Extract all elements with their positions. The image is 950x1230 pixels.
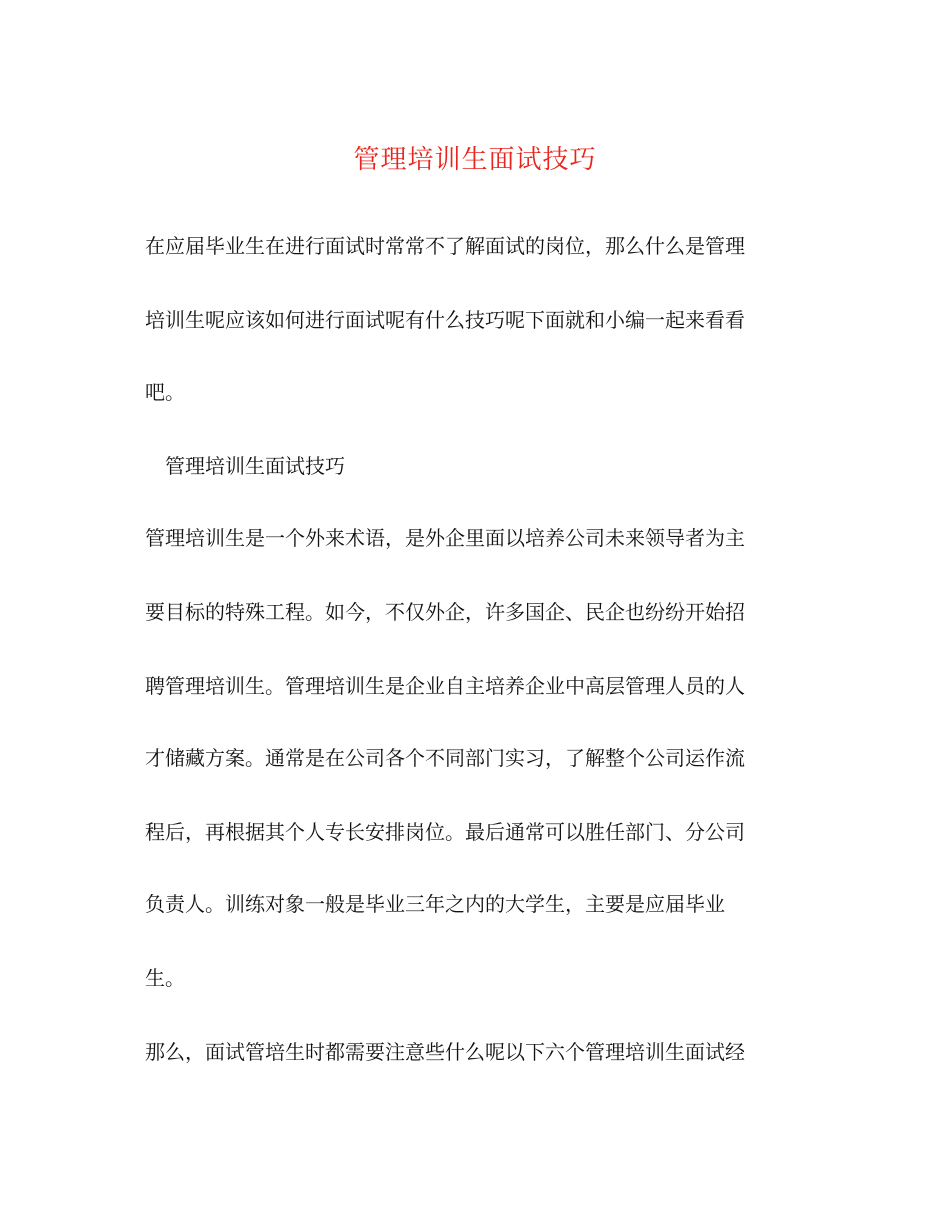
section-heading: 管理培训生面试技巧 xyxy=(165,454,345,478)
paragraph-line: 培训生呢应该如何进行面试呢有什么技巧呢下面就和小编一起来看看 xyxy=(145,308,745,332)
paragraph-line: 生。 xyxy=(145,966,185,990)
paragraph-line: 吧。 xyxy=(145,380,185,404)
paragraph-line: 负责人。训练对象一般是毕业三年之内的大学生，主要是应届毕业 xyxy=(145,892,725,916)
paragraph-line: 要目标的特殊工程。如今，不仅外企，许多国企、民企也纷纷开始招 xyxy=(145,600,745,624)
paragraph-line: 那么，面试管培生时都需要注意些什么呢以下六个管理培训生面试经 xyxy=(145,1040,745,1064)
paragraph-line: 程后，再根据其个人专长安排岗位。最后通常可以胜任部门、分公司 xyxy=(145,820,745,844)
paragraph-line: 在应届毕业生在进行面试时常常不了解面试的岗位，那么什么是管理 xyxy=(145,234,745,258)
paragraph-line: 管理培训生是一个外来术语，是外企里面以培养公司未来领导者为主 xyxy=(145,526,745,550)
paragraph-line: 才储藏方案。通常是在公司各个不同部门实习，了解整个公司运作流 xyxy=(145,746,745,770)
paragraph-line: 聘管理培训生。管理培训生是企业自主培养企业中高层管理人员的人 xyxy=(145,674,745,698)
document-title: 管理培训生面试技巧 xyxy=(353,145,597,175)
